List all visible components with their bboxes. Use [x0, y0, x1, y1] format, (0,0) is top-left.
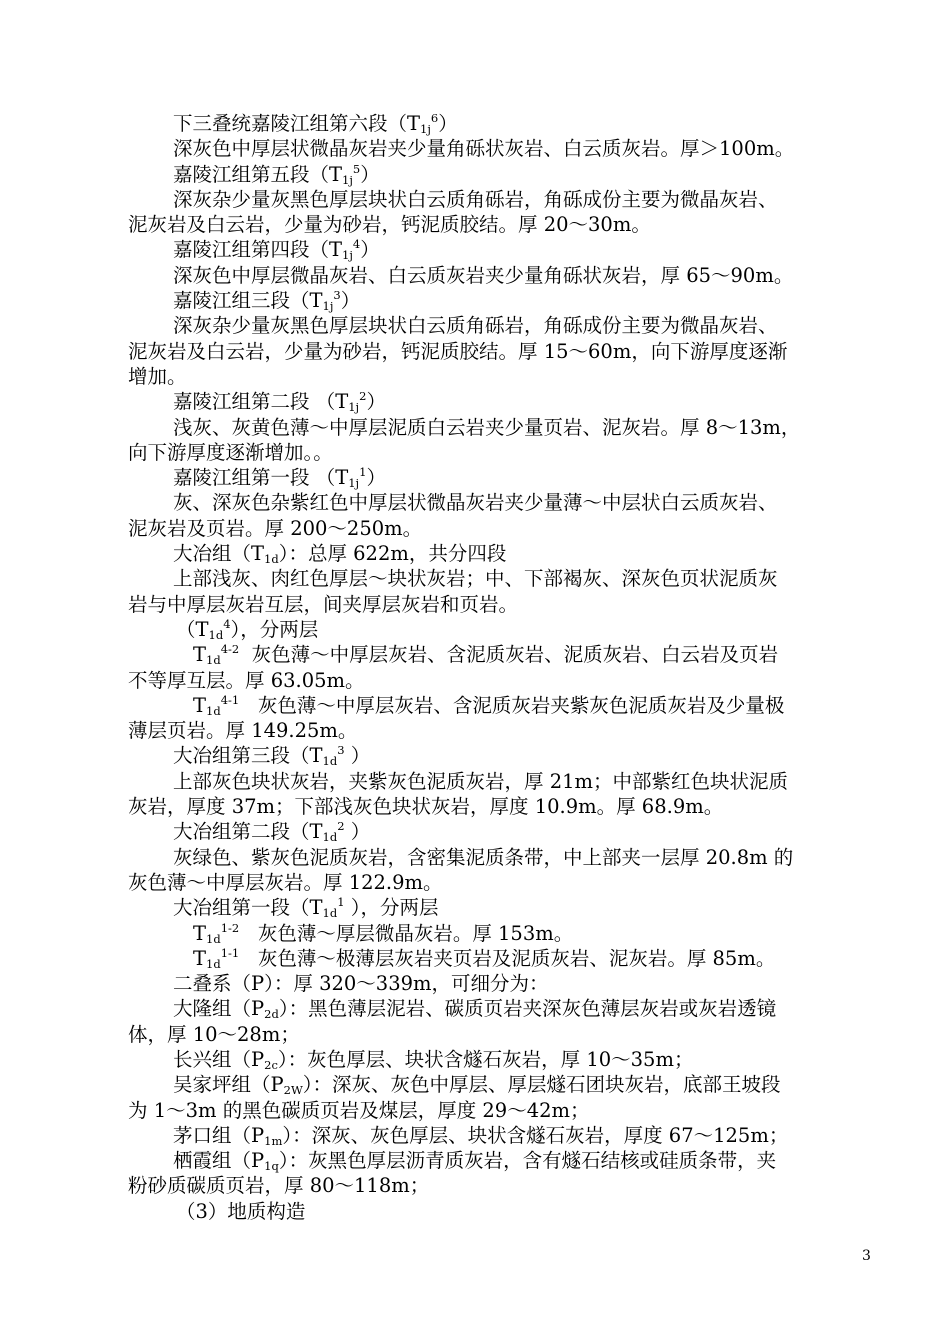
paragraph-line: 为 1～3m 的黑色碳质页岩及煤层，厚度 29～42m；: [128, 1098, 590, 1122]
heading-daye-2: 大冶组第二段（$T_{1d}^2$ ）: [173, 819, 371, 845]
paragraph-line: 栖霞组$(P_{1q})$：灰黑色厚层沥青质灰岩，含有燧石结核或硅质条带，夹: [173, 1149, 777, 1174]
paragraph-line: 深灰杂少量灰黑色厚层块状白云质角砾岩，角砾成份主要为微晶灰岩、: [173, 314, 778, 338]
paragraph-line: 灰绿色、紫灰色泥质灰岩，含密集泥质条带，中上部夹一层厚 20.8m 的: [173, 845, 794, 869]
heading-jialingjiang-4: 嘉陵江组第四段$(T_{1j}^4)$: [173, 237, 380, 263]
paragraph-line: $T_{1d}^{1-2}$ 灰色薄～厚层微晶灰岩。厚 153m。: [193, 920, 574, 946]
paragraph-line: 粉砂质碳质页岩，厚 80～118m；: [128, 1174, 430, 1198]
paragraph-line: 泥灰岩及白云岩，少量为砂岩，钙泥质胶结。厚 20～30m。: [128, 213, 651, 237]
paragraph-line: 不等厚互层。厚 63.05m。: [128, 668, 365, 692]
heading-jialingjiang-3: 嘉陵江组三段$(T_{1j}^3)$: [173, 288, 361, 314]
heading-daye-4: $(T_{1d}^4)$，分两层: [176, 616, 319, 642]
paragraph-line: 上部灰色块状灰岩，夹紫灰色泥质灰岩，厚 21m；中部紫红色块状泥质: [173, 769, 789, 793]
paragraph-line: 大隆组$(P_{2d})$：黑色薄层泥岩、碳质页岩夹深灰色薄层灰岩或灰岩透镜: [173, 997, 777, 1022]
paragraph-line: $T_{1d}^{4-1}$ 灰色薄～中厚层灰岩、含泥质灰岩夹紫灰色泥质灰岩及少量极: [193, 692, 785, 718]
page-number: 3: [862, 1248, 871, 1264]
section-heading-geologic-structure: （3）地质构造: [176, 1199, 306, 1223]
paragraph-line: 浅灰、灰黄色薄～中厚层泥质白云岩夹少量页岩、泥灰岩。厚 8～13m，: [173, 415, 801, 439]
paragraph-line: 灰色薄～中厚层灰岩。厚 122.9m。: [128, 870, 443, 894]
document-body: [128, 111, 878, 1224]
paragraph-line: 泥灰岩及页岩。厚 200～250m。: [128, 516, 423, 540]
paragraph-line: 岩与中厚层灰岩互层，间夹厚层灰岩和页岩。: [128, 592, 519, 616]
heading-daye: 大冶组$(T_{1d})$：总厚 622m，共分四段: [173, 542, 507, 567]
heading-jialingjiang-6: 下三叠统嘉陵江组第六段$(T_{1j}^6)$: [173, 111, 458, 136]
heading-daye-1: 大冶组第一段（$T_{1d}^1$ ），分两层: [173, 895, 439, 921]
heading-jialingjiang-5: 嘉陵江组第五段$(T_{1j}^5)$: [173, 161, 380, 187]
paragraph-line: 泥灰岩及白云岩，少量为砂岩，钙泥质胶结。厚 15～60m，向下游厚度逐渐: [128, 339, 788, 363]
paragraph-line: 薄层页岩。厚 149.25m。: [128, 719, 358, 743]
paragraph-line: 增加。: [128, 364, 187, 388]
paragraph-line: 灰、深灰色杂紫红色中厚层状微晶灰岩夹少量薄～中层状白云质灰岩、: [173, 491, 778, 515]
paragraph-line: 长兴组$(P_{2c})$：灰色厚层、块状含燧石灰岩，厚 10～35m；: [173, 1047, 694, 1072]
paragraph-line: $T_{1d}^{4-2}$ 灰色薄～中厚层灰岩、含泥质灰岩、泥质灰岩、白云岩及页岩: [193, 642, 779, 668]
paragraph-line: 深灰色中厚层微晶灰岩、白云质灰岩夹少量角砾状灰岩，厚 65～90m。: [173, 263, 794, 287]
paragraph-line: 体，厚 10～28m；: [128, 1022, 300, 1046]
paragraph-line: 深灰杂少量灰黑色厚层块状白云质角砾岩，角砾成份主要为微晶灰岩、: [173, 187, 778, 211]
heading-daye-3: 大冶组第三段（$T_{1d}^3$ ）: [173, 743, 371, 769]
paragraph-line: 灰岩，厚度 37m；下部浅灰色块状灰岩，厚度 10.9m。厚 68.9m。: [128, 795, 724, 819]
paragraph-line: 吴家坪组$(P_{2W})$：深灰、灰色中厚层、厚层燧石团块灰岩，底部王坡段: [173, 1073, 781, 1098]
paragraph-line: 深灰色中厚层状微晶灰岩夹少量角砾状灰岩、白云质灰岩。厚＞100m。: [173, 137, 795, 161]
paragraph-line: $T_{1d}^{1-1}$ 灰色薄～极薄层灰岩夹页岩及泥质灰岩、泥灰岩。厚 85m。: [193, 945, 776, 971]
heading-permian: 二叠系（P）：厚 320～339m，可细分为：: [173, 972, 549, 996]
paragraph-line: 向下游厚度逐渐增加。。: [128, 440, 333, 464]
heading-jialingjiang-1: 嘉陵江组第一段 $(T_{1j}^1)$: [173, 465, 386, 491]
paragraph-line: 上部浅灰、肉红色厚层～块状灰岩；中、下部褐灰、深灰色页状泥质灰: [173, 567, 778, 591]
heading-jialingjiang-2: 嘉陵江组第二段 $(T_{1j}^2)$: [173, 389, 386, 415]
paragraph-line: 茅口组$(P_{1m})$：深灰、灰色厚层、块状含燧石灰岩，厚度 67～125m；: [173, 1123, 789, 1148]
